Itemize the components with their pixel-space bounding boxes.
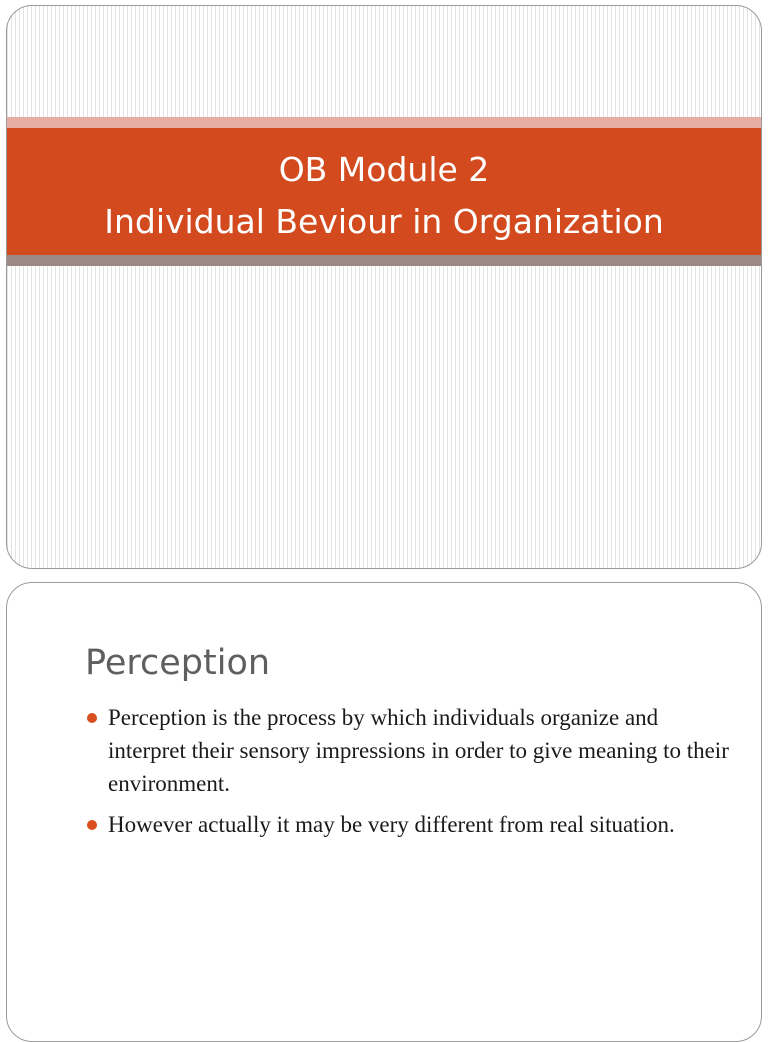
bullet-list [85, 701, 735, 849]
content-slide [6, 582, 762, 1042]
bullet-item [85, 808, 735, 841]
slide-title [7, 144, 761, 248]
bullet-icon [87, 713, 97, 723]
bullet-text: Perception is the process by which individuals organize and interpret their sensory impressions in order to give meaning to their environment. [108, 705, 729, 796]
bullet-icon [87, 820, 97, 830]
title-line-1: OB Module 2 [278, 150, 490, 189]
shadow-strip [7, 255, 761, 266]
title-line-2: Individual Beviour in Organization [104, 202, 664, 241]
bullet-item [85, 701, 735, 800]
title-slide [6, 5, 762, 569]
bullet-text: However actually it may be very different from real situation. [108, 812, 675, 837]
slide-heading: Perception [85, 643, 271, 683]
